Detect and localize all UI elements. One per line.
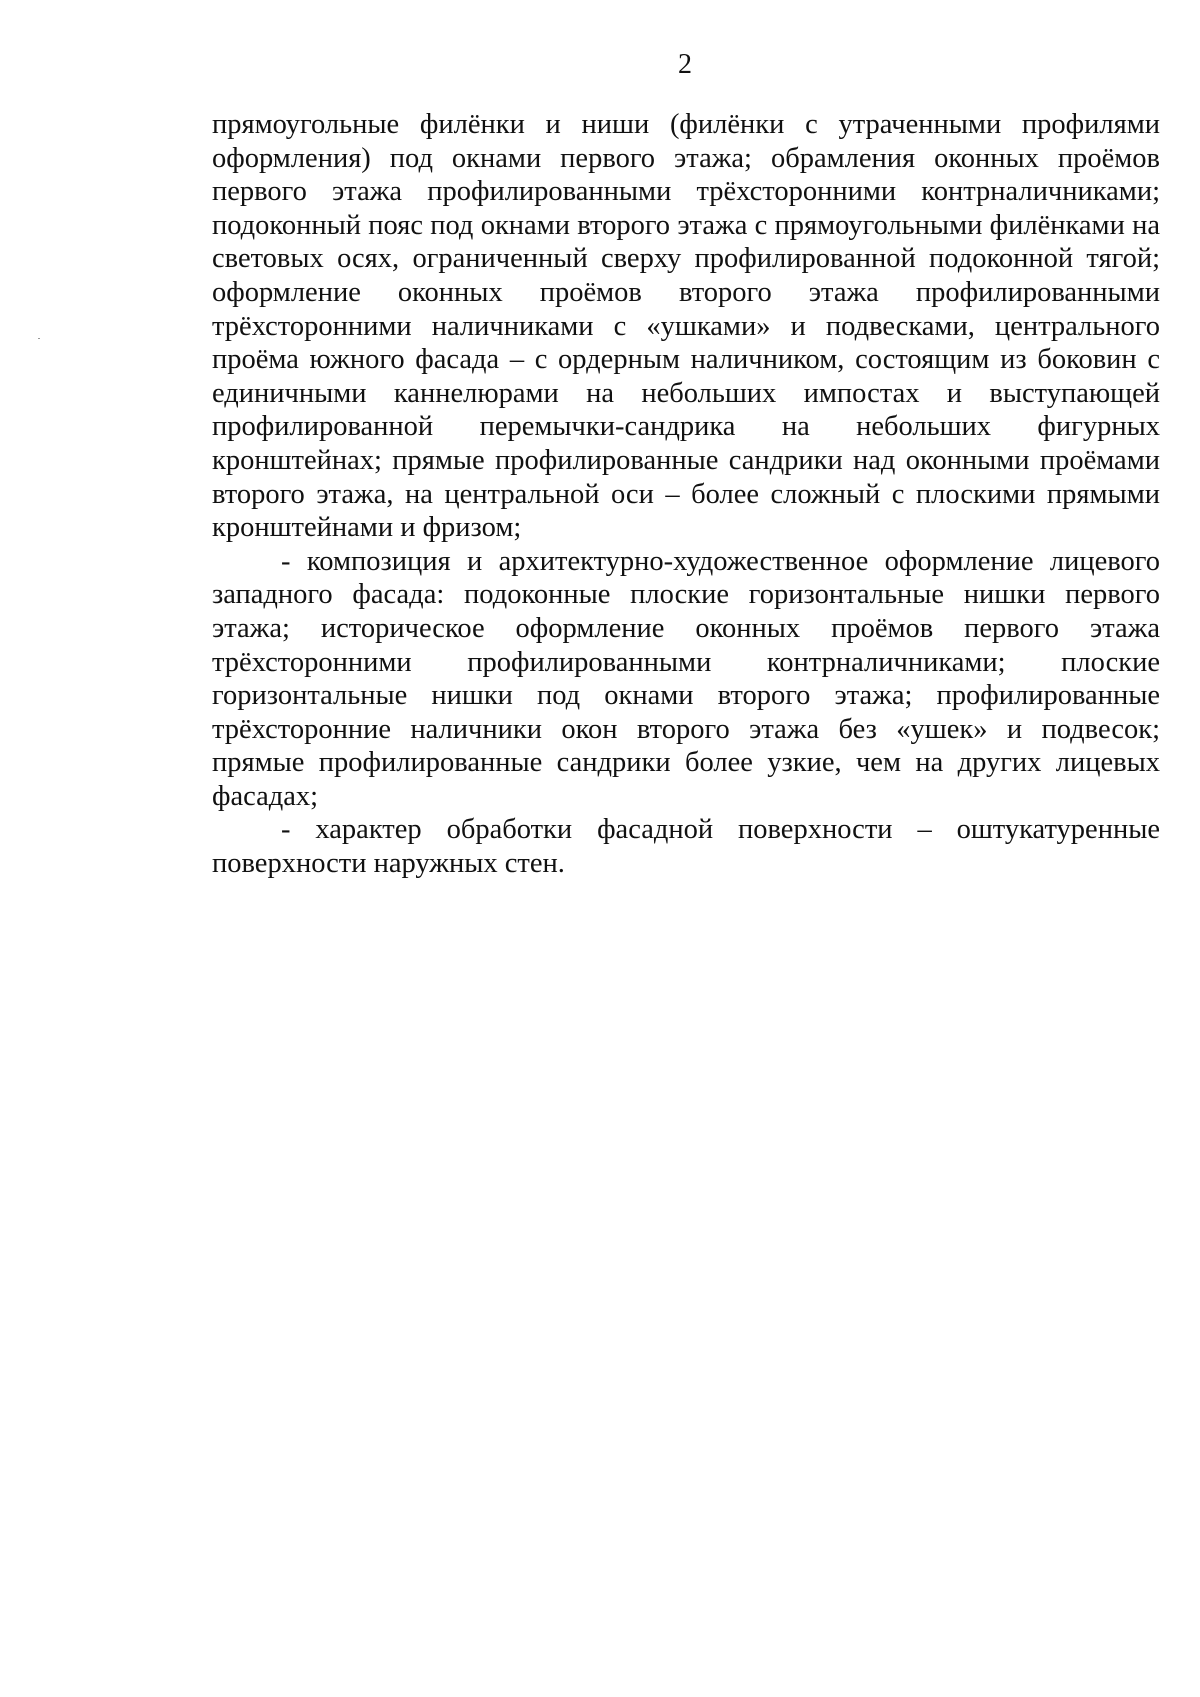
paragraph-continuation: прямоугольные филёнки и ниши (филёнки с утраченными профилями оформления) под окнами первого этажа; обрамления оконных проёмов первого этажа профилированными трёхсторонними контрналичниками; подоконный пояс под окнами второго этажа с прямоугольными филёнками на световых осях, ограниченный сверху профилированной подоконной тягой; оформление оконных проёмов второго этажа профилированными трёхсторонними наличниками с «ушками» и подвесками, центрального проёма южного фасада – с ордерным наличником, состоящим из боковин с единичными каннелюрами на небольших импостах и выступающей профилированной перемычки-сандрика на небольших фигурных кронштейнах; прямые профилированные сандрики над оконными проёмами второго этажа, на центральной оси – более сложный с плоскими прямыми кронштейнами и фризом; [212,109,1160,544]
paragraph-surface-treatment: - характер обработки фасадной поверхности – оштукатуренные поверхности наружных стен. [212,814,1160,880]
page-number: 2 [678,49,692,80]
paragraph-west-facade: - композиция и архитектурно-художественное оформление лицевого западного фасада: подоконные плоские горизонтальные нишки первого этажа; историческое оформление оконных проёмов первого этажа трёхсторонними профилированными контрналичниками; плоские горизонтальные нишки под окнами второго этажа; профилированные трёхсторонние наличники окон второго этажа без «ушек» и подвесок; прямые профилированные сандрики более узкие, чем на других лицевых фасадах; [212,545,1160,812]
document-body [212,108,1160,881]
scan-margin-mark [38,338,40,339]
